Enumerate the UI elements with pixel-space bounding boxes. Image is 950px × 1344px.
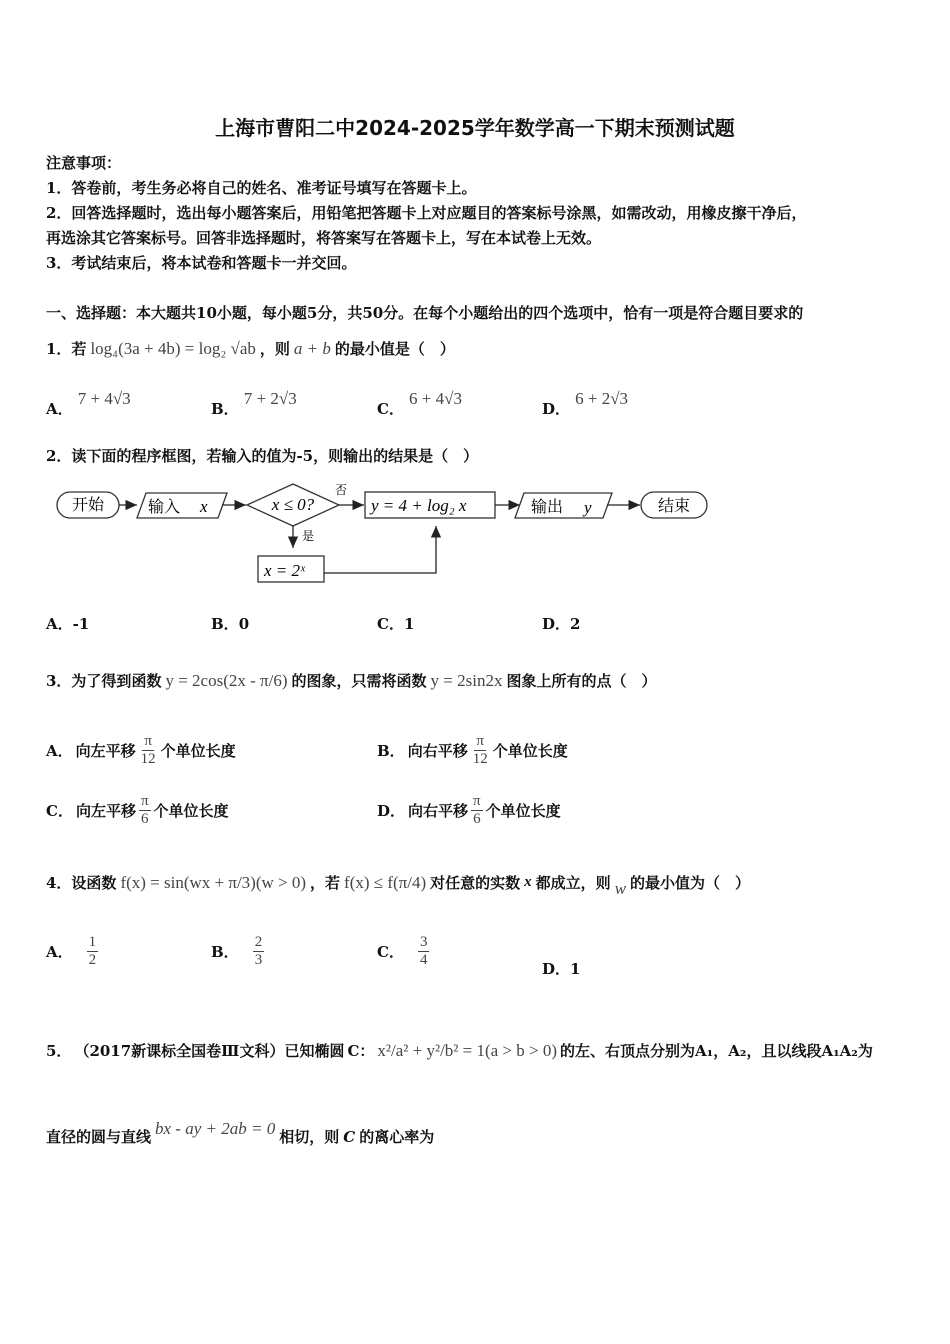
option-label: D． <box>542 960 571 978</box>
option-value: 7 + 4√3 <box>77 389 131 408</box>
option-label: B． <box>211 615 239 633</box>
question-number: 1．若 <box>46 340 87 358</box>
q1-option-c[interactable] <box>377 388 462 418</box>
option-pre: 向左平移 <box>75 742 136 760</box>
q2-option-c[interactable] <box>377 613 414 634</box>
page-title: 上海市曹阳二中2024-2025学年数学高一下期末预测试题 <box>215 116 735 140</box>
option-value: 1 <box>403 615 415 633</box>
option-value: 6 + 2√3 <box>575 389 629 408</box>
q1-formula: log₄(3a + 4b) = log₂ √ab <box>90 338 256 358</box>
q5-source: （2017新课标全国卷Ⅲ文科）已知椭圆 <box>74 1042 345 1060</box>
option-post: 个单位长度 <box>485 802 561 820</box>
q4-tail: 的最小值为（ ） <box>630 874 751 892</box>
q5-line2-c: C <box>343 1127 356 1146</box>
option-label: A． <box>46 615 73 633</box>
q1-option-d[interactable] <box>542 388 629 418</box>
option-pre: 向左平移 <box>75 802 136 820</box>
flow-no-label: 否 <box>335 483 348 497</box>
q4-option-a[interactable] <box>46 934 98 969</box>
option-label: C． <box>377 400 404 418</box>
q1-option-b[interactable] <box>211 388 297 418</box>
option-value: 7 + 2√3 <box>243 389 297 408</box>
option-fraction: $\frac{\pi}{6}$ <box>473 793 481 827</box>
option-post: 个单位长度 <box>492 742 568 760</box>
option-label: A． <box>46 943 73 961</box>
q3-option-c[interactable] <box>46 793 229 828</box>
option-label: A． <box>46 400 73 418</box>
option-label: A． <box>46 742 73 760</box>
q4-formula-2: f(x) ≤ f(π/4) <box>344 872 427 892</box>
option-label: C． <box>377 943 404 961</box>
flow-output-var: y <box>584 498 592 517</box>
q4-formula-1: f(x) = sin(wx + π/3)(w > 0) <box>120 872 307 892</box>
q2-option-d[interactable] <box>542 613 580 634</box>
notice-item: 2．回答选择题时，选出每小题答案后，用铅笔把答题卡上对应题目的答案标号涂黑，如需改动，用橡皮擦干净后， <box>46 204 807 222</box>
option-pre: 向右平移 <box>407 742 468 760</box>
q4-mid-2: 对任意的实数 <box>430 874 521 892</box>
q3-option-b[interactable] <box>377 733 568 768</box>
q4-option-d[interactable] <box>542 958 580 979</box>
option-value: -1 <box>72 615 90 633</box>
option-value: 6 + 4√3 <box>409 389 462 408</box>
notice-item: 再选涂其它答案标号。回答非选择题时，将答案写在答题卡上，写在本试卷上无效。 <box>46 229 602 247</box>
option-value: 2 <box>570 615 581 633</box>
flow-input-var: x <box>200 497 208 516</box>
q2-option-a[interactable] <box>46 613 89 634</box>
q5-curve-name: C： <box>347 1042 375 1060</box>
flow-yes-label: 是 <box>302 529 315 543</box>
question-1 <box>46 338 455 359</box>
q4-w: w <box>614 878 627 898</box>
option-pre: 向右平移 <box>408 802 469 820</box>
option-label: B． <box>377 742 405 760</box>
option-label: C． <box>377 615 404 633</box>
notice-item: 3．考试结束后，将本试卷和答题卡一并交回。 <box>46 254 357 272</box>
q1-expr: a + b <box>293 338 331 358</box>
flow-branch-label: x = 2ˣ <box>264 561 305 580</box>
q4-option-c[interactable] <box>377 934 429 969</box>
flow-arrow <box>324 526 436 573</box>
option-value: 1 <box>570 960 581 978</box>
q2-option-b[interactable] <box>211 613 249 634</box>
option-fraction: $\frac{2}{3}$ <box>254 934 263 968</box>
question-5 <box>46 1040 873 1061</box>
flow-output-shape <box>515 493 612 518</box>
option-label: B． <box>211 400 239 418</box>
question-number: 5． <box>46 1042 72 1060</box>
flow-assign-label: y = 4 + log₂ x <box>371 496 467 515</box>
option-label: D． <box>377 802 406 820</box>
q5-line2-end: 的离心率为 <box>359 1128 435 1146</box>
option-value: 0 <box>238 615 250 633</box>
option-fraction: $\frac{\pi}{6}$ <box>140 793 149 827</box>
option-fraction: $\frac{1}{2}$ <box>88 934 97 968</box>
option-label: D． <box>542 400 571 418</box>
q4-option-b[interactable] <box>211 934 264 969</box>
option-fraction: $\frac{3}{4}$ <box>419 934 428 968</box>
section-heading: 一、选择题：本大题共10小题，每小题5分，共50分。在每个小题给出的四个选项中，恰有一项是符合题目要求的 <box>46 304 804 322</box>
flowchart <box>0 476 950 591</box>
q1-mid: ，则 <box>259 340 290 358</box>
q5-line2-post: 相切，则 <box>279 1128 340 1146</box>
flow-input-label: 输入 <box>148 497 181 516</box>
q5-line-2 <box>46 1118 435 1147</box>
q1-tail: 的最小值是（ ） <box>334 340 455 358</box>
q3-mid: 的图象，只需将函数 <box>291 672 427 690</box>
q3-option-d[interactable] <box>377 793 561 828</box>
q4-mid: ，若 <box>310 874 341 892</box>
option-fraction: $\frac{\pi}{12}$ <box>140 733 156 767</box>
q5-line2-pre: 直径的圆与直线 <box>46 1128 152 1146</box>
question-4 <box>46 872 751 898</box>
q3-formula-1: y = 2cos(2x - π/6) <box>165 670 288 690</box>
question-number: 4．设函数 <box>46 874 117 892</box>
notice-item: 1．答卷前，考生务必将自己的姓名、准考证号填写在答题卡上。 <box>46 179 477 197</box>
option-fraction: $\frac{\pi}{12}$ <box>472 733 488 767</box>
q3-tail: 图象上所有的点（ ） <box>506 672 657 690</box>
q5-formula: x²/a² + y²/b² = 1(a > b > 0) <box>377 1040 558 1060</box>
question-number: 3．为了得到函数 <box>46 672 162 690</box>
q3-formula-2: y = 2sin2x <box>430 670 503 690</box>
option-post: 个单位长度 <box>160 742 236 760</box>
flow-start-label: 开始 <box>71 495 105 514</box>
flow-end-label: 结束 <box>657 496 691 515</box>
q5-line-equation: bx - ay + 2ab = 0 <box>155 1118 276 1138</box>
q1-option-a[interactable] <box>46 388 131 418</box>
q4-mid-3: 都成立，则 <box>535 874 611 892</box>
flow-output-label: 输出 <box>531 497 564 516</box>
q5-tail: 的左、右顶点分别为A₁，A₂，且以线段A₁A₂为 <box>560 1042 873 1060</box>
option-label: B． <box>211 943 239 961</box>
notice-heading: 注意事项： <box>46 154 122 172</box>
option-post: 个单位长度 <box>153 802 229 820</box>
question-2: 2．读下面的程序框图，若输入的值为-5，则输出的结果是（ ） <box>46 447 479 465</box>
q4-var: x <box>524 874 532 890</box>
question-3 <box>46 670 656 691</box>
q3-option-a[interactable] <box>46 733 236 768</box>
option-label: C． <box>46 802 73 820</box>
option-label: D． <box>542 615 571 633</box>
flow-decision-label: x ≤ 0? <box>271 495 315 514</box>
